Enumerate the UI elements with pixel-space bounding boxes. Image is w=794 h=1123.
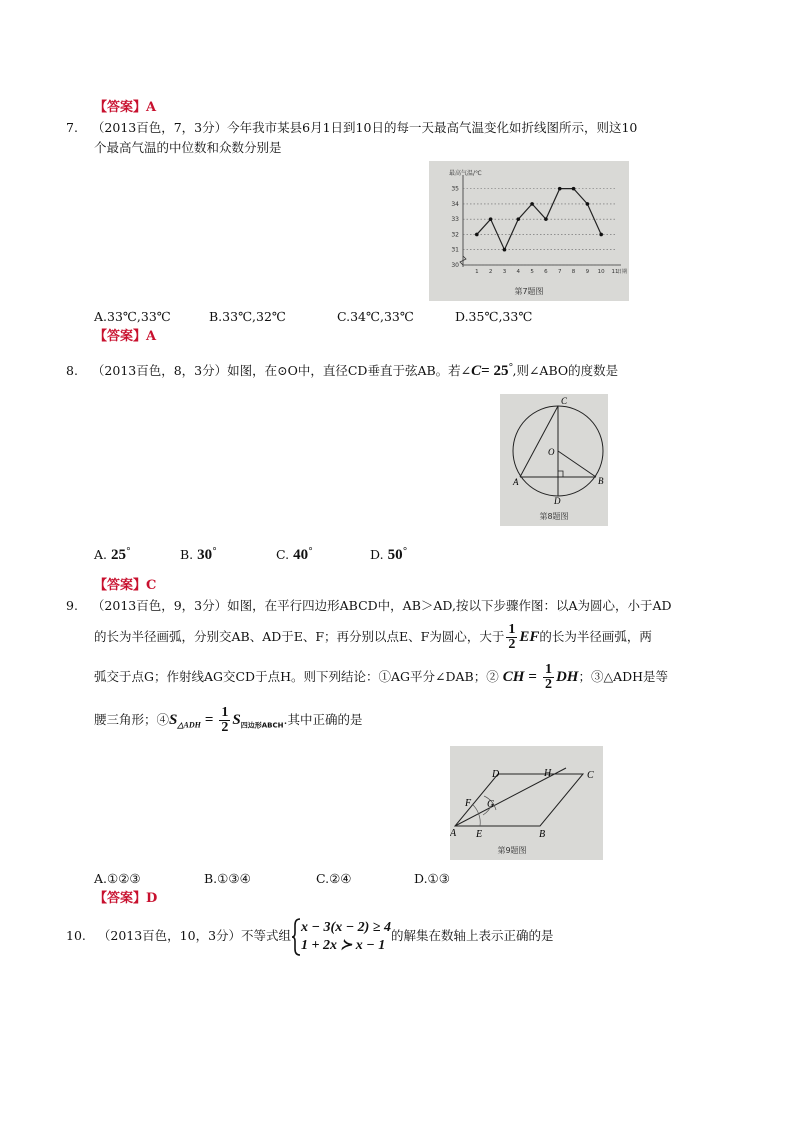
q7-option-c: C.34℃,33℃ <box>337 309 414 324</box>
point-g-label: G <box>487 799 495 810</box>
question-text: 的长为半径画弧，分别交AB、AD于E、F；再分别以点E、F为圆心，大于 <box>94 629 505 644</box>
option-letter: B. <box>180 547 194 563</box>
data-point <box>489 217 493 221</box>
data-point <box>572 187 576 191</box>
degree-sign: ° <box>508 362 513 373</box>
answer-value: D <box>146 891 158 906</box>
x-tick-label: 7 <box>557 269 562 275</box>
point-o-label: O <box>548 447 555 457</box>
question-text: .其中正确的是 <box>283 712 363 727</box>
y-tick-label: 30 <box>451 262 459 269</box>
question-text: （2013百色，7，3分）今年我市某县6月1日到10日的每一天最高气温变化如折线图所示，则这10 <box>91 120 638 135</box>
question-number: 10. <box>66 928 86 943</box>
q9-line2 <box>94 620 652 654</box>
q7-option-a: A.33℃,33℃ <box>94 309 171 324</box>
math-sub: 四边形ABCH <box>240 721 284 730</box>
y-tick-label: 35 <box>451 185 459 193</box>
answer-9 <box>94 889 157 908</box>
numerator: 1 <box>544 662 552 677</box>
y-tick-label: 32 <box>451 231 459 239</box>
x-tick-label: 3 <box>502 269 507 275</box>
option-letter: D. <box>370 547 384 563</box>
data-point <box>503 248 507 252</box>
option-value: 50 <box>387 547 403 564</box>
q8-line <box>66 357 618 382</box>
y-axis-label: 最高气温/℃ <box>449 170 482 177</box>
point-d-label: D <box>554 496 561 506</box>
data-point <box>516 217 520 221</box>
data-point <box>475 233 479 237</box>
option-letter: A. <box>94 547 108 563</box>
point-f-label: F <box>465 798 472 809</box>
question-number: 9. <box>66 598 78 613</box>
math-ef: EF <box>519 629 540 645</box>
answer-6 <box>94 98 156 117</box>
answer-label: 【答案】 <box>94 329 147 344</box>
fraction-half <box>543 663 554 692</box>
q8-circle-figure <box>500 394 608 526</box>
math-sub: △ADH <box>177 720 201 730</box>
answer-value: A <box>146 100 157 115</box>
option-value: 25 <box>111 547 127 564</box>
figure-svg <box>450 746 603 860</box>
math-ch: CH <box>502 669 525 685</box>
numerator: 1 <box>508 622 516 637</box>
inequality-1: x − 3(x − 2) ≥ 4 <box>301 919 392 935</box>
figure-caption: 第8题图 <box>539 512 569 521</box>
math-eq: = <box>204 712 214 728</box>
q8-option-d <box>370 546 407 564</box>
question-text: 腰三角形；④ <box>94 712 170 727</box>
x-tick-label: 11 <box>611 269 619 275</box>
math-var-c: C <box>471 363 482 380</box>
x-tick-label: 5 <box>530 269 534 275</box>
q7-line1 <box>66 119 637 137</box>
math-eq: = <box>528 669 537 685</box>
y-tick-label: 31 <box>451 246 459 254</box>
fraction-half <box>219 706 230 735</box>
question-text: ；③△ADH是等 <box>578 669 669 684</box>
answer-value: A <box>146 329 157 344</box>
answer-label: 【答案】 <box>94 578 147 593</box>
data-point <box>558 187 562 191</box>
denominator: 2 <box>221 720 229 735</box>
degree-sign: ° <box>402 546 407 557</box>
question-text: （2013百色，9，3分）如图，在平行四边形ABCD中，AB＞AD,按以下步骤作图：以A为圆心，小于AD <box>91 598 672 613</box>
point-c-label: C <box>587 770 594 781</box>
data-point <box>599 233 603 237</box>
inequality-2: 1 + 2x ≻ x − 1 <box>301 937 386 953</box>
answer-label: 【答案】 <box>94 100 147 115</box>
figure-svg <box>500 394 608 526</box>
q9-line1 <box>66 597 672 615</box>
math-s: S <box>169 712 178 728</box>
point-b-label: B <box>598 476 604 486</box>
q9-line3 <box>94 660 668 694</box>
x-tick-label: 1 <box>475 269 479 275</box>
x-tick-label: 10 <box>597 269 605 275</box>
point-c-label: C <box>561 396 568 406</box>
fraction-half <box>506 623 517 652</box>
data-point <box>586 202 590 206</box>
degree-sign: ° <box>308 546 313 557</box>
q8-option-b <box>180 546 216 564</box>
figure-caption: 第9题图 <box>497 846 527 855</box>
data-point <box>530 202 534 206</box>
q10-line <box>66 917 554 956</box>
q7-line-chart <box>429 161 629 301</box>
q8-option-a <box>94 546 130 564</box>
x-tick-label: 6 <box>544 269 548 275</box>
q7-line2: 个最高气温的中位数和众数分别是 <box>94 140 282 155</box>
q9-option-d: D.①③ <box>414 871 450 886</box>
question-text: （2013百色，8，3分）如图，在⊙O中，直径CD垂直于弦AB。若∠ <box>91 363 472 379</box>
point-d-label: D <box>492 769 500 780</box>
question-number: 8. <box>66 363 78 379</box>
q9-option-b: B.①③④ <box>204 871 251 886</box>
point-b-label: B <box>539 829 546 840</box>
y-tick-label: 33 <box>451 216 459 224</box>
option-value: 40 <box>293 547 309 564</box>
answer-8 <box>94 576 156 595</box>
q9-option-c: C.②④ <box>316 871 352 886</box>
denominator: 2 <box>544 677 552 692</box>
question-text: 的长为半径画弧，两 <box>539 629 652 644</box>
numerator: 1 <box>221 705 229 720</box>
figure-caption: 第7题图 <box>514 287 544 296</box>
point-a-label: A <box>513 477 519 487</box>
math-value: = 25 <box>481 363 509 380</box>
x-tick-label: 8 <box>571 269 576 275</box>
point-a-label: A <box>450 828 457 839</box>
denominator: 2 <box>508 637 516 652</box>
answer-7 <box>94 327 156 346</box>
degree-sign: ° <box>212 546 217 557</box>
inequality-system <box>291 917 391 956</box>
q7-option-d: D.35℃,33℃ <box>455 309 533 324</box>
point-h-label: H <box>544 768 552 779</box>
x-axis-label: 日期 <box>617 269 628 275</box>
question-text: 弧交于点G；作射线AG交CD于点H。则下列结论：①AG平分∠DAB；② <box>94 669 499 684</box>
math-s: S <box>232 712 241 728</box>
q9-parallelogram-figure <box>450 746 603 860</box>
math-dh: DH <box>555 669 579 685</box>
q8-option-c <box>276 546 312 564</box>
question-text-tail: 的解集在数轴上表示正确的是 <box>391 928 554 943</box>
option-letter: C. <box>276 547 290 563</box>
x-tick-label: 9 <box>585 269 590 275</box>
degree-sign: ° <box>126 546 131 557</box>
y-tick-label: 34 <box>451 200 459 208</box>
x-tick-label: 2 <box>488 269 493 275</box>
q7-option-b: B.33℃,32℃ <box>209 309 286 324</box>
question-text: （2013百色，10，3分）不等式组 <box>97 928 292 943</box>
answer-value: C <box>146 578 157 593</box>
x-tick-label: 4 <box>516 269 521 275</box>
question-number: 7. <box>66 120 78 135</box>
chart-svg <box>429 161 629 301</box>
q9-line4 <box>94 703 363 743</box>
brace-icon <box>291 918 301 956</box>
option-value: 30 <box>197 547 213 564</box>
point-e-label: E <box>476 829 483 840</box>
q9-option-a: A.①②③ <box>94 871 141 886</box>
data-point <box>544 217 548 221</box>
answer-label: 【答案】 <box>94 891 147 906</box>
question-text-tail: ,则∠ABO的度数是 <box>512 363 619 379</box>
